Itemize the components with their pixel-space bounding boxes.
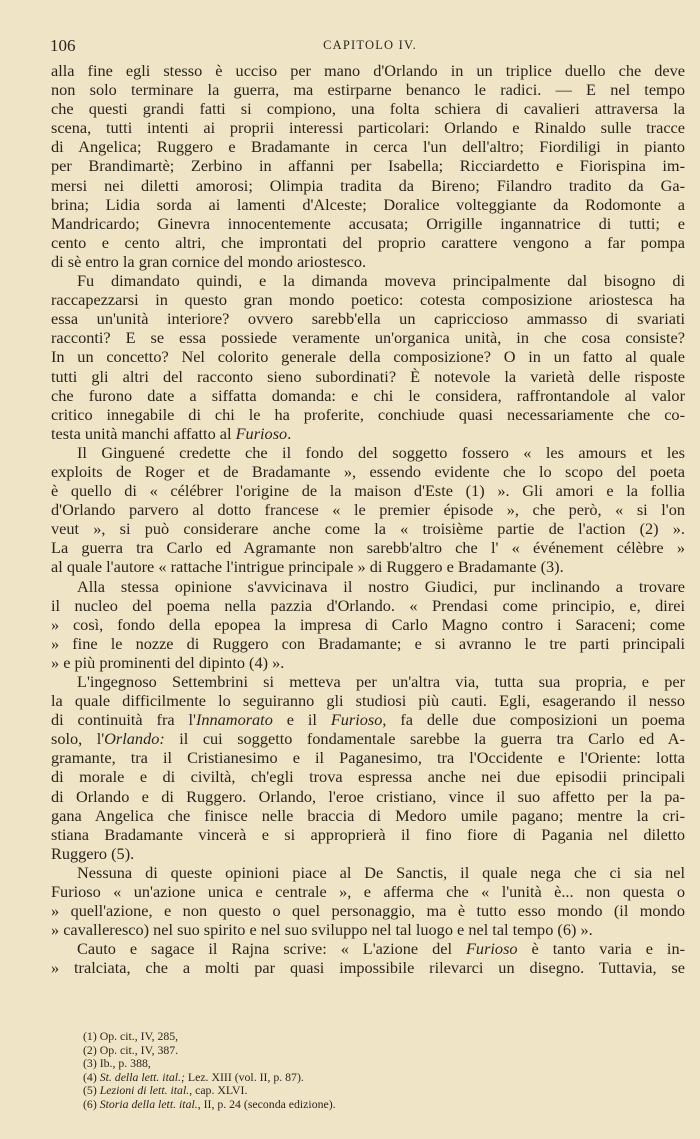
text-line [51, 481, 685, 500]
text-line [51, 271, 685, 290]
text-segment: di Orlando e di Ruggero. Orlando, l'eroe cristiano, vince il suo affetto per la pa- [51, 786, 685, 806]
text-line [51, 844, 685, 863]
italic-title: Lezioni di lett. ital. [99, 1083, 190, 1098]
text-line [51, 137, 685, 156]
text-segment: gana Angelica che finisce nelle braccia di Medoro umile pagano; mentre la cri- [51, 805, 685, 825]
text-segment: testa unità manchi affatto al [51, 423, 236, 443]
text-segment: di Angelica; Ruggero e Bradamante in cerca l'un dell'altro; Fiordiligi in pianto [51, 137, 685, 157]
text-segment: (6) [83, 1096, 100, 1111]
text-line [51, 863, 685, 882]
text-segment: cento e cento altri, che improntati del proprio carattere vengono a far pompa [51, 232, 685, 252]
text-segment: La guerra tra Carlo ed Agramante non sarebb'altro che l' « événement célèbre » [51, 538, 685, 558]
text-line [51, 424, 685, 443]
text-segment: exploits de Roger et de Bradamante », essendo evidente che lo scopo del poeta [51, 461, 685, 481]
text-line [51, 882, 685, 901]
text-line [51, 577, 685, 596]
text-segment: e il [272, 710, 331, 730]
text-segment: In un concetto? Nel colorito generale della composizione? O in un fatto al quale [51, 347, 685, 367]
text-line [51, 939, 685, 958]
text-line [51, 710, 685, 729]
text-line [51, 500, 685, 519]
text-segment: racconti? E se essa possiede veramente un'organica unità, in che cosa consiste? [51, 328, 685, 348]
italic-title: Furioso [465, 939, 518, 959]
text-segment: tutti gli altri del racconto sieno subordinati? È notevole la varietà delle risposte [51, 366, 685, 386]
text-line [51, 557, 685, 576]
running-head: CAPITOLO IV. [323, 38, 417, 52]
text-line [51, 405, 685, 424]
text-segment: » e più prominenti del dipinto (4) ». [51, 652, 285, 672]
text-segment: (1) Op. cit., IV, 285, [83, 1029, 179, 1043]
text-segment: gramante, tra il Cristianesimo e il Paganesimo, tra l'Occidente e l'Oriente: lotta [51, 748, 685, 768]
text-segment: » cavalleresco) nel suo spirito e nel suo sviluppo nel tal luogo e nel tal tempo (6) ». [51, 920, 593, 940]
italic-title: Innamorato [195, 710, 273, 730]
text-line [51, 748, 685, 767]
text-line [51, 156, 685, 175]
text-line [51, 118, 685, 137]
body-text [51, 61, 685, 978]
text-segment: veut », si può considerare anche come la « troisième partie de l'action (2) ». [51, 519, 685, 539]
footnote [83, 1071, 643, 1085]
text-line [51, 61, 685, 80]
text-segment: » quell'azione, e non questo o quel personaggio, ma è tutto esso mondo (il mondo [51, 901, 685, 921]
text-line [51, 691, 685, 710]
text-segment: raccapezzarsi in questo gran mondo poetico: cotesta composizione ariostesca ha [51, 290, 685, 310]
text-line [51, 672, 685, 691]
italic-title: Orlando: [104, 729, 165, 749]
italic-title: St. della lett. ital.; [99, 1069, 185, 1084]
text-line [51, 634, 685, 653]
text-line [51, 347, 685, 366]
text-segment: scena, tutti intenti ai proprii interessi particolari: Orlando e Rinaldo sulle tracce [51, 118, 685, 138]
text-segment: Cauto e sagace il Rajna scrive: « L'azione del [77, 939, 466, 959]
text-segment: di morale e di civiltà, ch'egli trova espressa anche nei due episodii principali [51, 767, 685, 787]
footnote [83, 1044, 643, 1058]
text-line [51, 825, 685, 844]
paragraph [51, 61, 685, 271]
text-segment: stiana Bradamante vincerà e si approprierà il fino fiore di Pagania nel diletto [51, 824, 685, 844]
text-segment: Furioso « un'azione unica e centrale », e afferma che « l'unità è... non questa o [51, 882, 685, 902]
text-segment: di sè entro la gran cornice del mondo ariostesco. [51, 251, 367, 271]
text-segment: (4) [83, 1069, 100, 1084]
footnote [83, 1084, 643, 1098]
text-segment: Il Ginguené credette che il fondo del soggetto fossero « les amours et les [77, 442, 685, 462]
text-line [51, 767, 685, 786]
text-line [51, 443, 685, 462]
text-segment: » tralciata, che a molti par quasi impossibile rilevarci un disegno. Tuttavia, se [51, 958, 685, 978]
text-segment: che questi grandi fatti si compiono, una folta schiera di cavalieri attraversa la [51, 99, 685, 119]
text-line [51, 176, 685, 195]
text-line [51, 309, 685, 328]
text-segment: non solo terminare la guerra, ma estirparne benanco le radici. — E nel tempo [51, 80, 685, 100]
paragraph [51, 939, 685, 977]
text-segment: di continuità fra l' [51, 710, 196, 730]
text-line [51, 214, 685, 233]
paragraph [51, 863, 685, 939]
text-segment: brina; Lidia sorda ai lamenti d'Alceste; Doralice volteggiante da Rodomonte a [51, 194, 685, 214]
text-segment: » così, fondo della epopea la impresa di Carlo Magno contro i Saraceni; come [51, 614, 685, 634]
text-segment: è quello di « célébrer l'origine de la maison d'Este (1) ». Gli amori e la follia [51, 481, 685, 501]
italic-title: Storia della lett. ital. [99, 1096, 198, 1111]
italic-title: Furioso [235, 423, 288, 443]
text-segment: critico innegabile di chi le ha proferite, conchiude quasi necessariamente che co- [51, 404, 685, 424]
text-segment: alla fine egli stesso è ucciso per mano d'Orlando in un triplice duello che deve [51, 61, 685, 80]
text-segment: L'ingegnoso Settembrini si metteva per un'altra via, tutta sua propria, e per [77, 672, 685, 691]
text-line [51, 386, 685, 405]
text-line [51, 538, 685, 557]
text-line [51, 653, 685, 672]
text-line [51, 99, 685, 118]
paragraph [51, 577, 685, 672]
footnote [83, 1098, 643, 1112]
text-line [51, 367, 685, 386]
text-line [51, 958, 685, 977]
text-line [51, 596, 685, 615]
footnote [83, 1057, 643, 1071]
page-number: 106 [50, 36, 76, 55]
text-segment: (3) Ib., p. 388, [83, 1056, 151, 1071]
text-segment: è tanto varia e in- [517, 939, 685, 959]
text-segment: , II, p. 24 (seconda edizione). [197, 1096, 336, 1111]
text-line [51, 615, 685, 634]
text-segment: solo, l' [51, 729, 105, 749]
text-segment: Lez. XIII (vol. II, p. 87). [184, 1069, 304, 1084]
text-segment: (5) [83, 1083, 100, 1098]
text-segment: , cap. XLVI. [189, 1083, 248, 1098]
text-segment: Nessuna di queste opinioni piace al De Sanctis, il quale nega che ci sia nel [77, 862, 685, 882]
text-line [51, 901, 685, 920]
text-line [51, 806, 685, 825]
text-line [51, 233, 685, 252]
text-line [51, 920, 685, 939]
text-segment: per Brandimartè; Zerbino in affanni per Isabella; Ricciardetto e Fiorispina im- [51, 156, 685, 176]
text-segment: Mandricardo; Ginevra innocentemente accusata; Orrigille ingannatrice di tutti; e [51, 213, 685, 233]
footnote [83, 1030, 643, 1044]
text-line [51, 195, 685, 214]
text-segment: (2) Op. cit., IV, 387. [83, 1042, 179, 1057]
text-segment: Fu dimandato quindi, e la dimanda moveva principalmente dal bisogno di [77, 271, 685, 291]
text-segment: Alla stessa opinione s'avvicinava il nostro Giudici, pur inclinando a trovare [77, 576, 685, 596]
italic-title: Furioso [330, 710, 383, 730]
text-segment: il nucleo del poema nella pazzia d'Orlando. « Prendasi come principio, e, direi [51, 595, 685, 615]
footnotes [83, 1030, 643, 1112]
text-line [51, 462, 685, 481]
paragraph [51, 443, 685, 577]
text-segment: mersi nei diletti amorosi; Olimpia tradita da Bireno; Filandro tradito da Ga- [51, 175, 685, 195]
paragraph [51, 271, 685, 443]
text-line [51, 80, 685, 99]
text-segment: essa un'unità interiore? ovvero sarebb'ella un capriccioso ammasso di svariati [51, 309, 685, 329]
text-line [51, 787, 685, 806]
text-segment: la quale difficilmente lo seguiranno gli studiosi più cauti. Egli, esagerando il nesso [51, 691, 685, 711]
text-line [51, 328, 685, 347]
text-segment: . [287, 423, 292, 443]
text-line [51, 290, 685, 309]
text-line [51, 519, 685, 538]
text-segment: d'Orlando parvero al dotto francese « le premier épisode », che però, « si l'on [51, 500, 685, 520]
text-segment: al quale l'autore « rattache l'intrigue principale » di Ruggero e Bradamante (3). [51, 557, 564, 577]
text-segment: che furono date a siffatta domanda: e chi le considera, raffrontandole al valor [51, 385, 685, 405]
text-segment: il cui soggetto fondamentale sarebbe la guerra tra Carlo ed A- [164, 729, 685, 749]
text-line [51, 252, 685, 271]
paragraph [51, 672, 685, 863]
text-line [51, 729, 685, 748]
text-segment: , fa delle due composizioni un poema [382, 710, 685, 730]
text-segment: » fine le nozze di Ruggero con Bradamante; e si avranno le tre parti principali [51, 633, 685, 653]
text-segment: Ruggero (5). [51, 843, 135, 863]
